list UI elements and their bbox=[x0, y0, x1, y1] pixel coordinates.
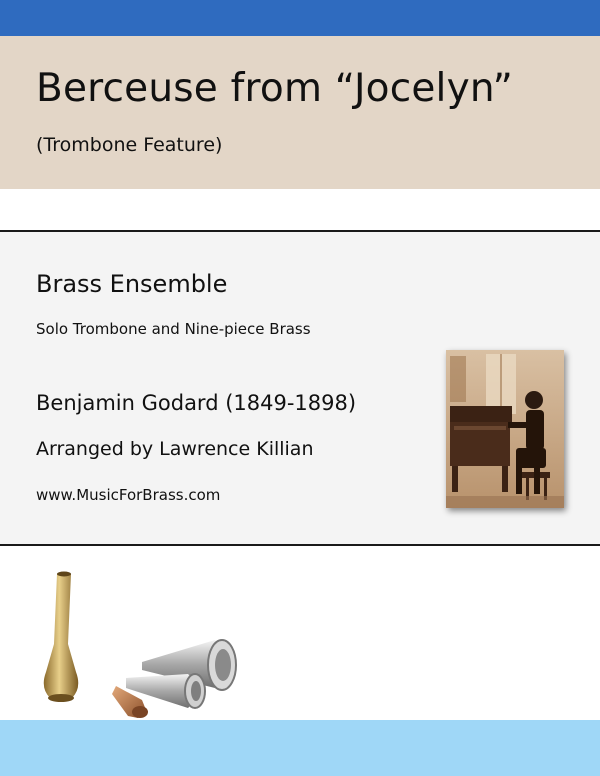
website-link[interactable]: www.MusicForBrass.com bbox=[36, 486, 221, 504]
mouthpiece-icons bbox=[30, 570, 260, 720]
page-title: Berceuse from “Jocelyn” bbox=[36, 66, 514, 111]
composer-photo-image bbox=[446, 350, 564, 508]
ensemble-heading: Brass Ensemble bbox=[36, 270, 228, 298]
instrumentation-text: Solo Trombone and Nine-piece Brass bbox=[36, 320, 311, 338]
page-subtitle: (Trombone Feature) bbox=[36, 134, 223, 156]
bottom-color-band bbox=[0, 720, 600, 776]
composer-photo bbox=[446, 350, 564, 508]
arranger-text: Arranged by Lawrence Killian bbox=[36, 438, 314, 460]
top-color-band bbox=[0, 0, 600, 36]
composer-text: Benjamin Godard (1849-1898) bbox=[36, 391, 357, 415]
title-panel bbox=[0, 36, 600, 189]
mouthpieces-illustration bbox=[30, 570, 260, 720]
